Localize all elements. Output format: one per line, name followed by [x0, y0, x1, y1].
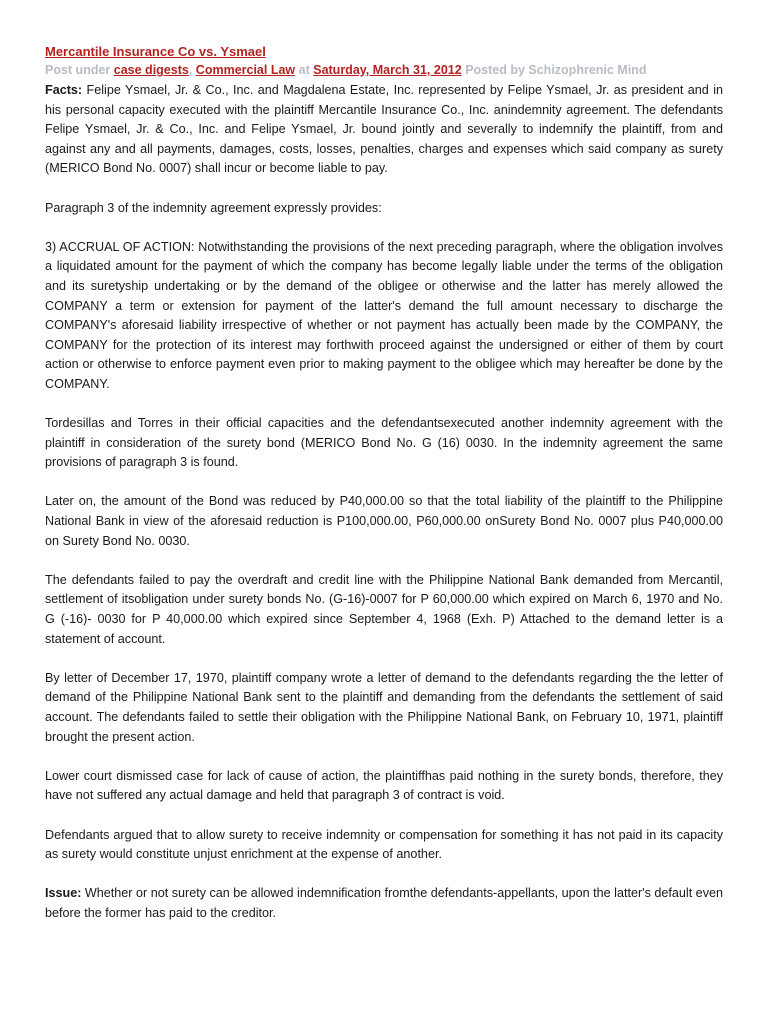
post-under-label: Post under	[45, 63, 111, 77]
post-date-link[interactable]: Saturday, March 31, 2012	[313, 63, 462, 77]
issue-label: Issue:	[45, 886, 82, 901]
lower-court-paragraph: Lower court dismissed case for lack of cause of action, the plaintiffhas paid nothing in the surety bonds, therefore, they have not suffered any actual damage and held that paragraph 3 of contract is void.	[45, 768, 723, 803]
post-title[interactable]: Mercantile Insurance Co vs. Ysmael	[45, 44, 266, 59]
accrual-paragraph: 3) ACCRUAL OF ACTION: Notwithstanding the provisions of the next preceding paragraph, where the obligation involves a liquidated amount for the payment of which the company has become legally liable under the terms of the obligation and its suretyship undertaking or by the demand of the obligee or otherwise and the latter has merely allowed the COMPANY a term or extension for payment of the latter's demand the full amount necessary to discharge the COMPANY's aforesaid liability irrespective of whether or not payment has actually been made by the COMPANY, the COMPANY for the protection of its interest may forthwith proceed against the undersigned or either of them by court action or otherwise to enforce payment even prior to making payment to the obligee which may hereafter be done by the COMPANY.	[45, 239, 723, 391]
facts-text: Felipe Ysmael, Jr. & Co., Inc. and Magdalena Estate, Inc. represented by Felipe Ysmael, Jr. as president and in his personal capacity executed with the plaintiff Mercantile Insurance Co., Inc. anindemnity agreement. The defendants Felipe Ysmael, Jr. & Co., Inc. and Felipe Ysmael, Jr. bound jointly and severally to indemnify the plaintiff, from and against any and all payments, damages, costs, losses, penalties, charges and expenses which said company as surety (MERICO Bond No. 0007) shall incur or become liable to pay.	[45, 83, 724, 176]
facts-paragraph	[45, 81, 723, 179]
demand-letter-paragraph: By letter of December 17, 1970, plaintiff company wrote a letter of demand to the defendants regarding the the letter of demand of the Philippine National Bank sent to the plaintiff and demanding from the defendants the settlement of said account. The defendants failed to settle their obligation with the Philippine National Bank, on February 10, 1971, plaintiff brought the present action.	[45, 670, 723, 744]
paragraph3-intro: Paragraph 3 of the indemnity agreement expressly provides:	[45, 200, 382, 215]
issue-text: Whether or not surety can be allowed indemnification fromthe defendants-appellants, upon the latter's default even before the former has paid to the creditor.	[45, 886, 723, 920]
category-link-case-digests[interactable]: case digests	[113, 63, 189, 77]
post-body	[45, 81, 723, 943]
bond-reduced-paragraph: Later on, the amount of the Bond was reduced by P40,000.00 so that the total liability of the plaintiff to the Philippine National Bank in view of the aforesaid reduction is P100,000.00, P60,000.00 onSurety Bond No. 0007 plus P40,000.00 on Surety Bond No. 0030.	[45, 494, 723, 548]
category-link-commercial-law[interactable]: Commercial Law	[195, 63, 296, 77]
category-separator: ,	[188, 63, 193, 77]
facts-label: Facts:	[45, 83, 83, 97]
post-meta	[45, 63, 723, 77]
at-label: at	[298, 63, 310, 77]
defendants-argued-paragraph: Defendants argued that to allow surety to receive indemnity or compensation for something it has not paid in its capacity as surety would constitute unjust enrichment at the expense of another.	[45, 827, 723, 862]
posted-by: Posted by Schizophrenic Mind	[465, 63, 647, 77]
issue-paragraph	[45, 884, 723, 923]
tordesillas-paragraph: Tordesillas and Torres in their official capacities and the defendantsexecuted another indemnity agreement with the plaintiff in consideration of the surety bond (MERICO Bond No. G (16) 0030. In the indemnity agreement the same provisions of paragraph 3 is found.	[45, 416, 723, 470]
failed-pay-paragraph: The defendants failed to pay the overdraft and credit line with the Philippine National Bank demanded from Mercantil, settlement of itsobligation under surety bonds No. (G-16)-0007 for P 60,000.00 which expired on March 6, 1970 and No. G (-16)- 0030 for P 40,000.00 which expired since September 4, 1968 (Exh. P) Attached to the demand letter is a statement of account.	[45, 572, 723, 646]
